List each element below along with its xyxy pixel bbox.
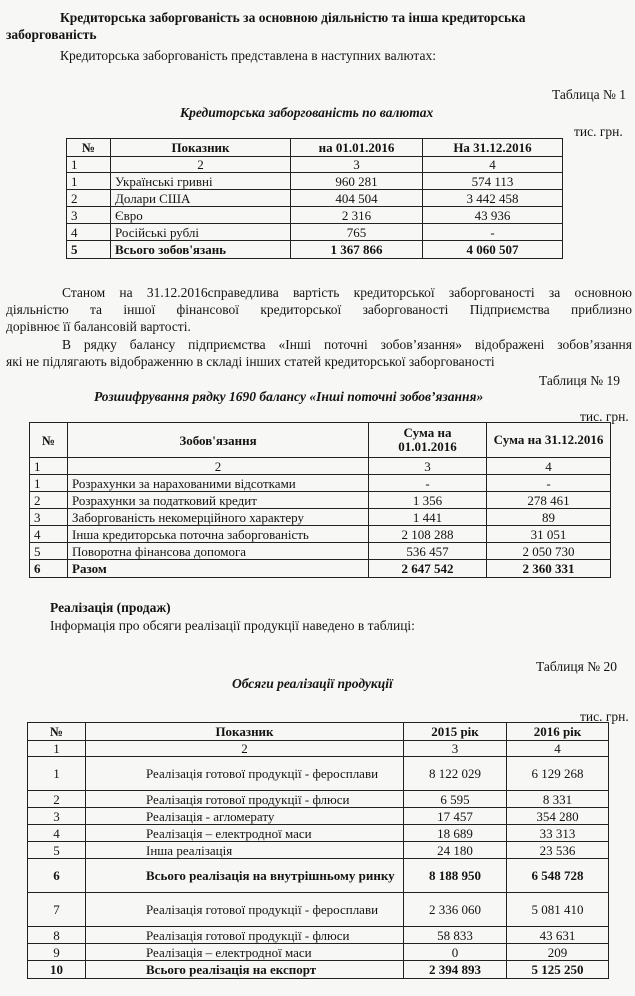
row-label: Реалізація готової продукції - феросплави (86, 757, 404, 791)
row-number: 5 (28, 842, 86, 859)
row-value: 1 367 866 (291, 241, 423, 259)
table1-header-indicator: Показник (111, 139, 291, 157)
table-row (28, 757, 609, 791)
table2-unit: тис. грн. (580, 409, 629, 424)
paragraph-line: дорівнює її балансовій вартості. (6, 319, 191, 334)
table-total-row (28, 859, 609, 893)
row-value: - (487, 475, 611, 492)
row-label: Українські гривні (111, 173, 291, 190)
row-value: 8 188 950 (404, 859, 507, 893)
table-total-row (28, 961, 609, 979)
row-value: 2 050 730 (487, 543, 611, 560)
table-row (28, 842, 609, 859)
paragraph-fair-value (6, 284, 632, 335)
table-row (28, 893, 609, 927)
row-value: 17 457 (404, 808, 507, 825)
table1-header-no: № (67, 139, 111, 157)
row-number: 2 (67, 190, 111, 207)
table-row (28, 927, 609, 944)
table-row (28, 808, 609, 825)
row-label: Розрахунки за нарахованими відсотками (68, 475, 369, 492)
table-row (30, 492, 611, 509)
row-value: 5 081 410 (507, 893, 609, 927)
table-row (30, 526, 611, 543)
row-value: 1 356 (369, 492, 487, 509)
section-intro: Кредиторська заборгованість представлена в наступних валютах: (60, 48, 436, 63)
row-label: Інша кредиторська поточна заборгованість (68, 526, 369, 543)
table2-header-col3: Сума на 01.01.2016 (369, 423, 487, 458)
row-number: 2 (30, 492, 68, 509)
row-value: 765 (291, 224, 423, 241)
row-number: 3 (30, 509, 68, 526)
row-value: 2 394 893 (404, 961, 507, 979)
table3-header-col3: 2015 рік (404, 723, 507, 741)
table-row (67, 207, 563, 224)
table1-title: Кредиторська заборгованість по валютах (180, 105, 434, 120)
paragraph-other-liabilities (6, 336, 632, 370)
table1-unit: тис. грн. (574, 124, 623, 139)
section2-heading: Реалізація (продаж) (50, 600, 171, 615)
row-label: Заборгованість некомерційного характеру (68, 509, 369, 526)
row-number: 5 (67, 241, 111, 259)
row-value: 574 113 (423, 173, 563, 190)
row-value: 536 457 (369, 543, 487, 560)
row-label: Всього реалізація на внутрішньому ринку (86, 859, 404, 893)
table2-title: Розшифрування рядку 1690 балансу «Інші поточні зобов’язання» (94, 389, 484, 404)
paragraph-line: які не підлягають відображенню в складі інших статей кредиторської заборгованості (6, 354, 495, 369)
row-value: 31 051 (487, 526, 611, 543)
table2-numbering-cell: 4 (487, 458, 611, 475)
table2-header-no: № (30, 423, 68, 458)
row-value: 6 129 268 (507, 757, 609, 791)
table-row (30, 543, 611, 560)
row-value: 4 060 507 (423, 241, 563, 259)
row-value: 58 833 (404, 927, 507, 944)
row-number: 3 (28, 808, 86, 825)
row-value: 209 (507, 944, 609, 961)
table-total-row (67, 241, 563, 259)
section-heading-line1: Кредиторська заборгованість за основною діяльністю та інша кредиторська (60, 10, 526, 25)
row-label: Інша реалізація (86, 842, 404, 859)
row-label: Реалізація готової продукції - флюси (86, 791, 404, 808)
table2-numbering-cell: 2 (68, 458, 369, 475)
table-row (28, 825, 609, 842)
table3-numbering-cell: 3 (404, 741, 507, 757)
row-label: Реалізація готової продукції - феросплави (86, 893, 404, 927)
table3-unit: тис. грн. (580, 709, 629, 724)
row-value: 33 313 (507, 825, 609, 842)
row-value: 1 441 (369, 509, 487, 526)
table1 (66, 138, 563, 259)
table2 (29, 422, 611, 578)
row-value: 23 536 (507, 842, 609, 859)
table-row (30, 475, 611, 492)
table2-header-liability: Зобов'язання (68, 423, 369, 458)
table-row (28, 944, 609, 961)
row-number: 1 (30, 475, 68, 492)
row-label: Реалізація – електродної маси (86, 944, 404, 961)
row-value: 43 936 (423, 207, 563, 224)
section2-intro: Інформація про обсяги реалізації продукції наведено в таблиці: (50, 618, 415, 633)
table2-label: Таблиця № 19 (539, 373, 620, 388)
row-value: 18 689 (404, 825, 507, 842)
row-value: 5 125 250 (507, 961, 609, 979)
paragraph-line: В рядку балансу підприємства «Інші поточні зобов’язання» відображені зобов’язання (62, 337, 632, 352)
row-number: 8 (28, 927, 86, 944)
table1-numbering-cell: 4 (423, 157, 563, 173)
row-label: Російські рублі (111, 224, 291, 241)
row-number: 4 (30, 526, 68, 543)
section-heading-line2: заборгованість (6, 27, 97, 42)
paragraph-line: Станом на 31.12.2016справедлива вартість кредиторської заборгованості за основною (62, 285, 632, 300)
table3 (27, 722, 609, 979)
table1-header-col4: На 31.12.2016 (423, 139, 563, 157)
paragraph-line: діяльністю та іншої фінансової кредиторської заборгованості Підприємства приблизно (6, 302, 632, 317)
row-label: Розрахунки за податковий кредит (68, 492, 369, 509)
row-label: Разом (68, 560, 369, 578)
row-value: - (423, 224, 563, 241)
row-value: 278 461 (487, 492, 611, 509)
row-number: 3 (67, 207, 111, 224)
table3-numbering-cell: 2 (86, 741, 404, 757)
table-total-row (30, 560, 611, 578)
row-value: 354 280 (507, 808, 609, 825)
table3-header-no: № (28, 723, 86, 741)
row-number: 9 (28, 944, 86, 961)
table-row (67, 224, 563, 241)
row-label: Євро (111, 207, 291, 224)
row-value: 2 336 060 (404, 893, 507, 927)
row-value: 24 180 (404, 842, 507, 859)
row-value: 2 316 (291, 207, 423, 224)
table2-numbering-cell: 3 (369, 458, 487, 475)
table-row (67, 173, 563, 190)
row-number: 1 (67, 173, 111, 190)
row-label: Всього зобов'язань (111, 241, 291, 259)
row-number: 7 (28, 893, 86, 927)
row-label: Долари США (111, 190, 291, 207)
row-value: 8 331 (507, 791, 609, 808)
row-label: Поворотна фінансова допомога (68, 543, 369, 560)
row-value: 6 548 728 (507, 859, 609, 893)
row-number: 6 (28, 859, 86, 893)
row-label: Реалізація готової продукції - флюси (86, 927, 404, 944)
row-value: 8 122 029 (404, 757, 507, 791)
row-value: 89 (487, 509, 611, 526)
row-value: 0 (404, 944, 507, 961)
table-row (28, 791, 609, 808)
table1-numbering-cell: 3 (291, 157, 423, 173)
row-value: 2 360 331 (487, 560, 611, 578)
row-value: - (369, 475, 487, 492)
row-number: 4 (67, 224, 111, 241)
table3-numbering-cell: 1 (28, 741, 86, 757)
row-number: 10 (28, 961, 86, 979)
table1-numbering-cell: 2 (111, 157, 291, 173)
row-label: Реалізація - агломерату (86, 808, 404, 825)
table3-header-col4: 2016 рік (507, 723, 609, 741)
table-row (67, 190, 563, 207)
table2-numbering-cell: 1 (30, 458, 68, 475)
table2-header-col4: Сума на 31.12.2016 (487, 423, 611, 458)
row-number: 1 (28, 757, 86, 791)
row-label: Реалізація – електродної маси (86, 825, 404, 842)
row-number: 6 (30, 560, 68, 578)
row-label: Всього реалізація на експорт (86, 961, 404, 979)
table3-title: Обсяги реалізації продукції (232, 676, 393, 691)
table1-numbering-cell: 1 (67, 157, 111, 173)
table1-label: Таблица № 1 (552, 87, 626, 102)
table3-header-indicator: Показник (86, 723, 404, 741)
table1-header-col3: на 01.01.2016 (291, 139, 423, 157)
row-value: 960 281 (291, 173, 423, 190)
row-value: 43 631 (507, 927, 609, 944)
row-number: 2 (28, 791, 86, 808)
table3-label: Таблиця № 20 (536, 659, 617, 674)
row-value: 2 647 542 (369, 560, 487, 578)
row-number: 5 (30, 543, 68, 560)
row-value: 2 108 288 (369, 526, 487, 543)
row-number: 4 (28, 825, 86, 842)
row-value: 3 442 458 (423, 190, 563, 207)
table-row (30, 509, 611, 526)
row-value: 6 595 (404, 791, 507, 808)
row-value: 404 504 (291, 190, 423, 207)
table3-numbering-cell: 4 (507, 741, 609, 757)
